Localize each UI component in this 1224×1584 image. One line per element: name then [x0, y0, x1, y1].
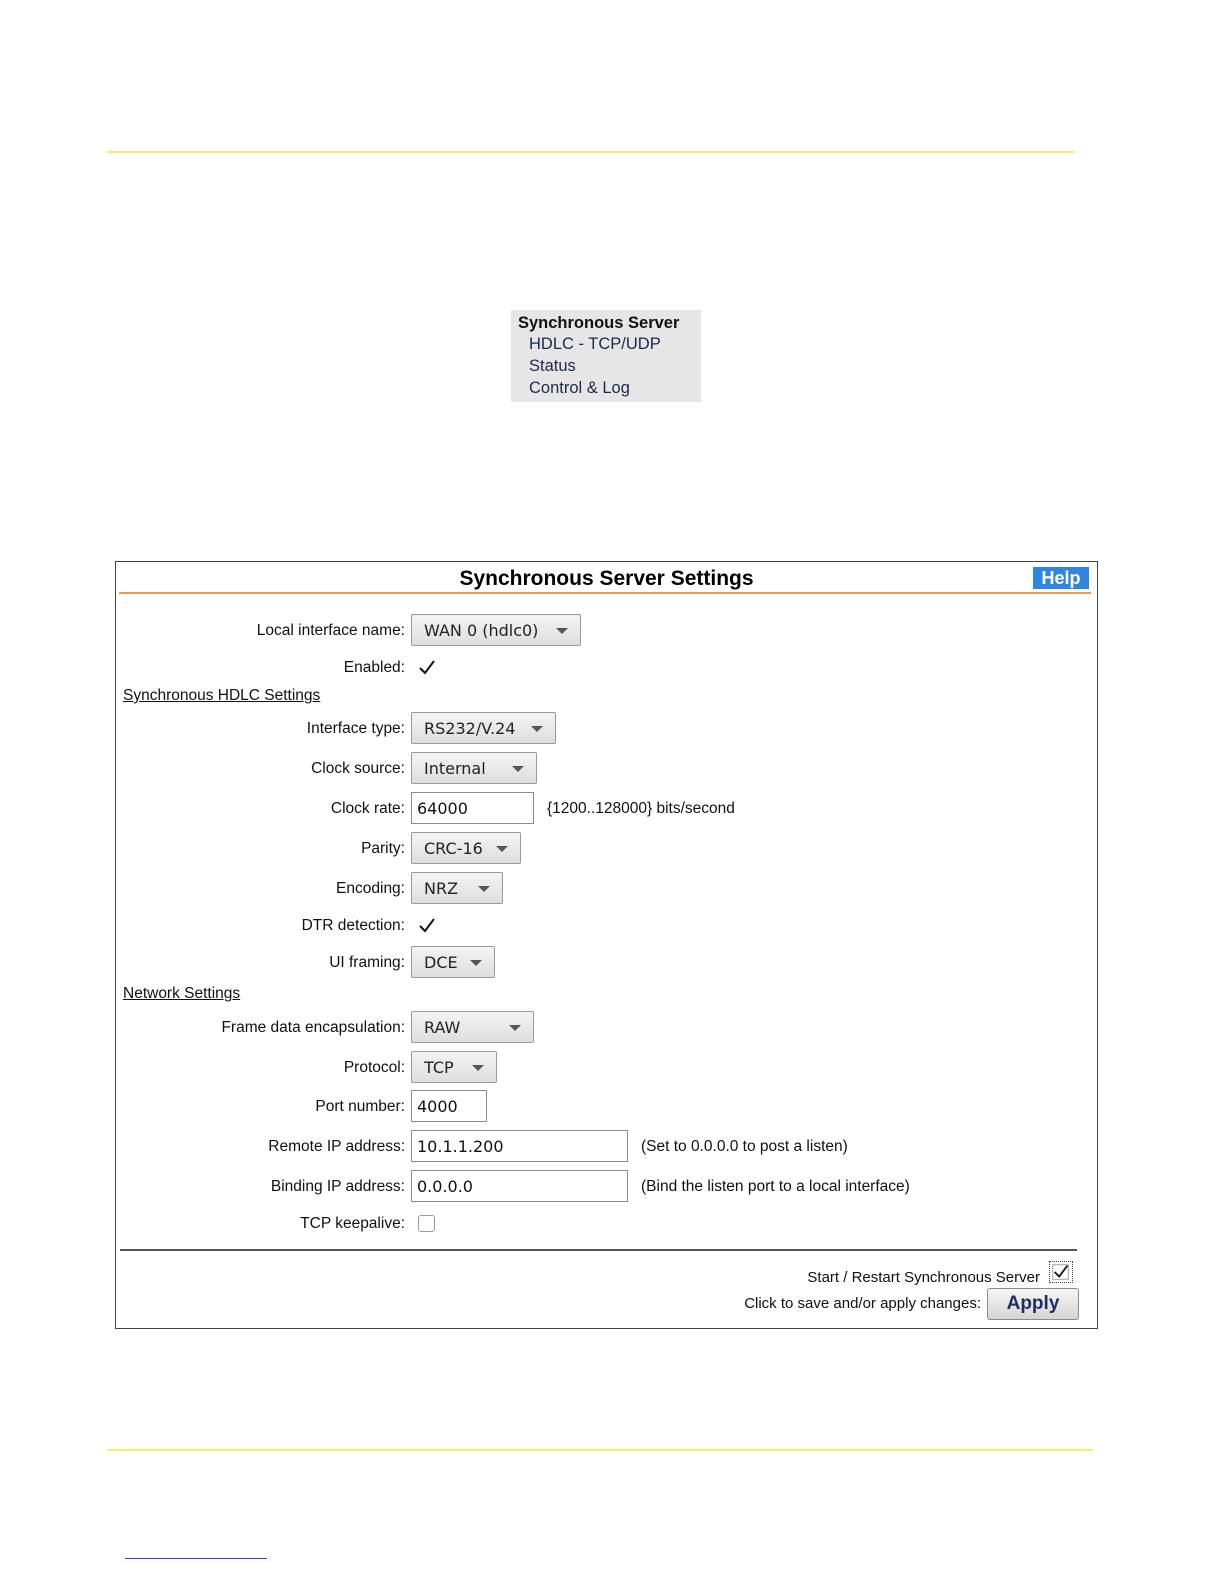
help-button[interactable]: Help	[1033, 567, 1089, 589]
chevron-down-icon	[472, 1065, 484, 1071]
bottom-divider	[120, 1249, 1077, 1251]
hdlc-section-heading: Synchronous HDLC Settings	[123, 687, 321, 704]
enabled-label: Enabled:	[343, 659, 405, 676]
binding-ip-label: Binding IP address:	[270, 1178, 405, 1195]
protocol-label: Protocol:	[343, 1059, 405, 1076]
chevron-down-icon	[509, 1025, 521, 1031]
title-divider	[119, 592, 1091, 594]
nav-menu	[511, 310, 701, 402]
chevron-down-icon	[478, 886, 490, 892]
protocol-row	[116, 1051, 1097, 1085]
restart-label: Start / Restart Synchronous Server	[807, 1269, 1040, 1286]
enabled-checkbox[interactable]	[418, 659, 435, 676]
remote-ip-input[interactable]: 10.1.1.200	[411, 1130, 628, 1162]
ui-framing-select[interactable]	[411, 946, 495, 978]
binding-ip-input[interactable]: 0.0.0.0	[411, 1170, 628, 1202]
clock-rate-label: Clock rate:	[330, 800, 405, 817]
menu-title: Synchronous Server	[518, 314, 680, 332]
remote-ip-note: (Set to 0.0.0.0 to post a listen)	[641, 1138, 848, 1155]
parity-value: CRC-16	[424, 839, 483, 858]
interface-type-label: Interface type:	[306, 720, 405, 737]
parity-row	[116, 832, 1097, 866]
parity-select[interactable]	[411, 832, 521, 864]
dtr-detection-label: DTR detection:	[301, 917, 405, 934]
clock-rate-note: {1200..128000} bits/second	[547, 800, 735, 817]
apply-prompt: Click to save and/or apply changes:	[744, 1295, 981, 1312]
frame-encapsulation-value: RAW	[424, 1018, 461, 1037]
protocol-value: TCP	[424, 1058, 454, 1077]
interface-type-row	[116, 712, 1097, 746]
frame-encapsulation-row	[116, 1011, 1097, 1045]
clock-source-select[interactable]	[411, 752, 537, 784]
clock-rate-input[interactable]: 64000	[411, 792, 534, 824]
menu-item-control-log[interactable]: Control & Log	[529, 379, 630, 397]
port-number-input[interactable]: 4000	[411, 1090, 487, 1122]
remote-ip-label: Remote IP address:	[268, 1138, 405, 1155]
binding-ip-row	[116, 1170, 1097, 1204]
port-number-row	[116, 1090, 1097, 1124]
local-interface-value: WAN 0 (hdlc0)	[424, 621, 539, 640]
remote-ip-row	[116, 1130, 1097, 1164]
ui-framing-label: UI framing:	[329, 954, 405, 971]
bottom-page-divider	[107, 1449, 1093, 1451]
settings-panel	[115, 561, 1098, 1329]
local-interface-label: Local interface name:	[256, 622, 405, 639]
frame-encapsulation-label: Frame data encapsulation:	[221, 1019, 405, 1036]
panel-title: Synchronous Server Settings	[459, 567, 754, 590]
chevron-down-icon	[512, 766, 524, 772]
local-interface-row	[116, 614, 1097, 648]
interface-type-select[interactable]	[411, 712, 556, 744]
ui-framing-value: DCE	[424, 953, 458, 972]
binding-ip-note: (Bind the listen port to a local interface)	[641, 1178, 910, 1195]
clock-source-row	[116, 752, 1097, 786]
dtr-detection-checkbox[interactable]	[418, 917, 435, 934]
local-interface-select[interactable]	[411, 614, 581, 646]
enabled-row	[116, 651, 1097, 685]
chevron-down-icon	[496, 846, 508, 852]
protocol-select[interactable]	[411, 1051, 497, 1083]
frame-encapsulation-select[interactable]	[411, 1011, 534, 1043]
chevron-down-icon	[556, 628, 568, 634]
encoding-label: Encoding:	[336, 880, 405, 897]
top-divider	[107, 151, 1075, 153]
clock-source-value: Internal	[424, 759, 486, 778]
clock-rate-row	[116, 792, 1097, 826]
restart-checkbox[interactable]	[1049, 1261, 1073, 1283]
tcp-keepalive-row	[116, 1207, 1097, 1241]
ui-framing-row	[116, 946, 1097, 980]
chevron-down-icon	[470, 960, 482, 966]
tcp-keepalive-checkbox[interactable]	[418, 1215, 435, 1232]
encoding-value: NRZ	[424, 879, 459, 898]
parity-label: Parity:	[361, 840, 405, 857]
dtr-detection-row	[116, 909, 1097, 943]
encoding-select[interactable]	[411, 872, 503, 904]
chevron-down-icon	[531, 726, 543, 732]
apply-button[interactable]: Apply	[987, 1288, 1079, 1320]
menu-item-hdlc-tcp-udp[interactable]: HDLC - TCP/UDP	[529, 335, 661, 353]
tcp-keepalive-label: TCP keepalive:	[300, 1215, 405, 1232]
port-number-label: Port number:	[315, 1098, 405, 1115]
footer-link-underline	[125, 1558, 267, 1559]
encoding-row	[116, 872, 1097, 906]
interface-type-value: RS232/V.24	[424, 719, 516, 738]
network-section-heading: Network Settings	[123, 985, 241, 1002]
menu-item-status[interactable]: Status	[529, 357, 576, 375]
clock-source-label: Clock source:	[311, 760, 405, 777]
